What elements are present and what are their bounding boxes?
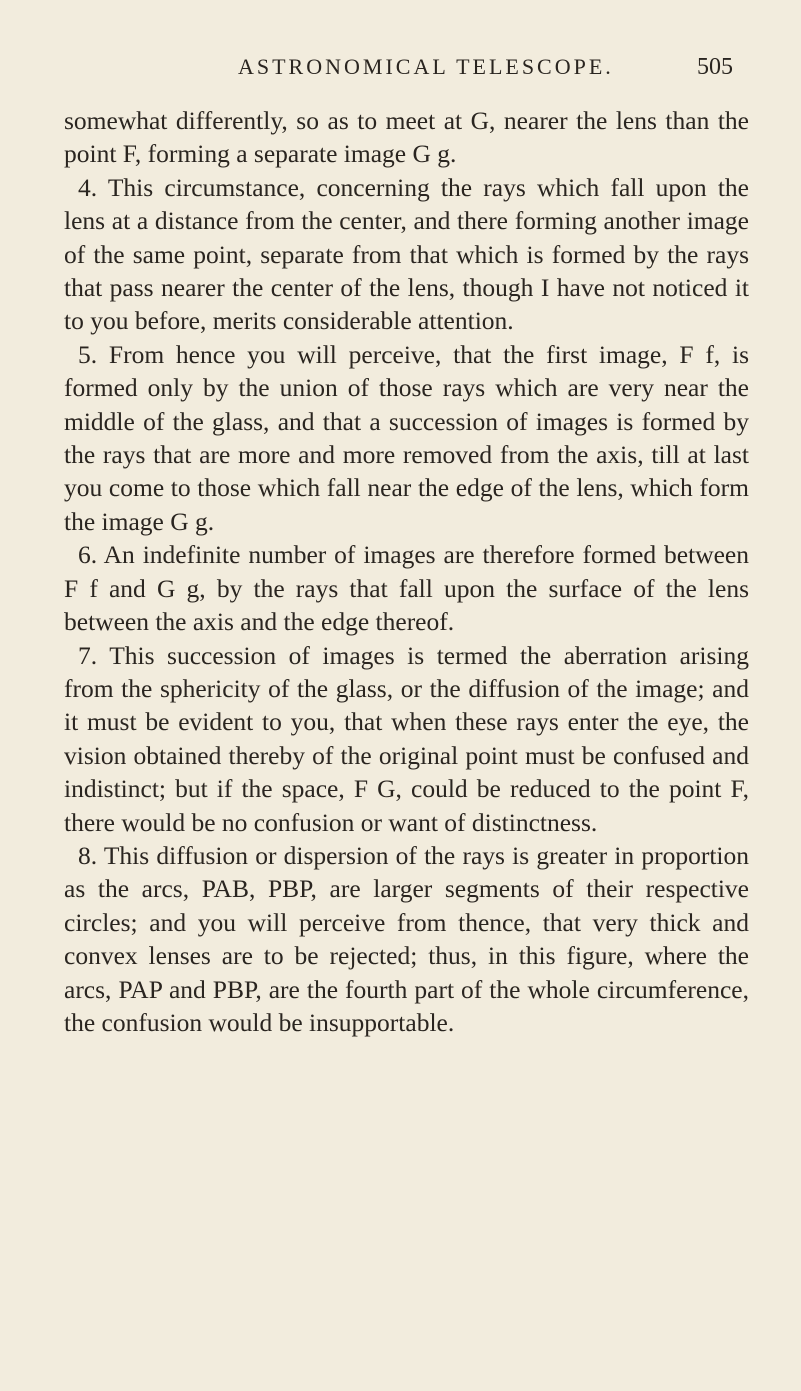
paragraph-5: 5. From hence you will perceive, that the first image, F f, is formed only by the union of those rays which are very near the middle of the glass, and that a succession of images is formed by the rays that are more and more removed from the axis, till at last you come to those which fall near the edge of the lens, which form the image G g. <box>64 339 749 536</box>
running-head <box>64 54 749 90</box>
paragraph-7: 7. This succession of images is termed the aberration arising from the sphericity of the glass, or the diffusion of the image; and it must be evident to you, that when these rays enter the eye, the vision obtained thereby of the original point must be confused and indistinct; but if the space, F G, could be reduced to the point F, there would be no confusion or want of distinctness. <box>64 640 749 837</box>
page-number: 505 <box>697 54 733 80</box>
paragraph-8: 8. This diffusion or dispersion of the rays is greater in proportion as the arcs, PAB, PBP, are larger segments of their respective circles; and you will perceive from thence, that very thick and convex lenses are to be rejected; thus, in this figure, where the arcs, PAP and PBP, are the fourth part of the whole circumference, the confusion would be insupportable. <box>64 840 749 1037</box>
body-text <box>64 104 749 1039</box>
running-title: ASTRONOMICAL TELESCOPE. <box>238 54 614 79</box>
paragraph-continuation: somewhat differently, so as to meet at G, nearer the lens than the point F, forming a separate image G g. <box>64 106 749 169</box>
paragraph-6: 6. An indefinite number of images are therefore formed between F f and G g, by the rays that fall upon the surface of the lens between the axis and the edge thereof. <box>64 540 749 637</box>
paragraph-4: 4. This circumstance, concerning the rays which fall upon the lens at a distance from the center, and there forming another image of the same point, separate from that which is formed by the rays that pass nearer the center of the lens, though I have not noticed it to you before, merits considerable attention. <box>64 172 749 336</box>
